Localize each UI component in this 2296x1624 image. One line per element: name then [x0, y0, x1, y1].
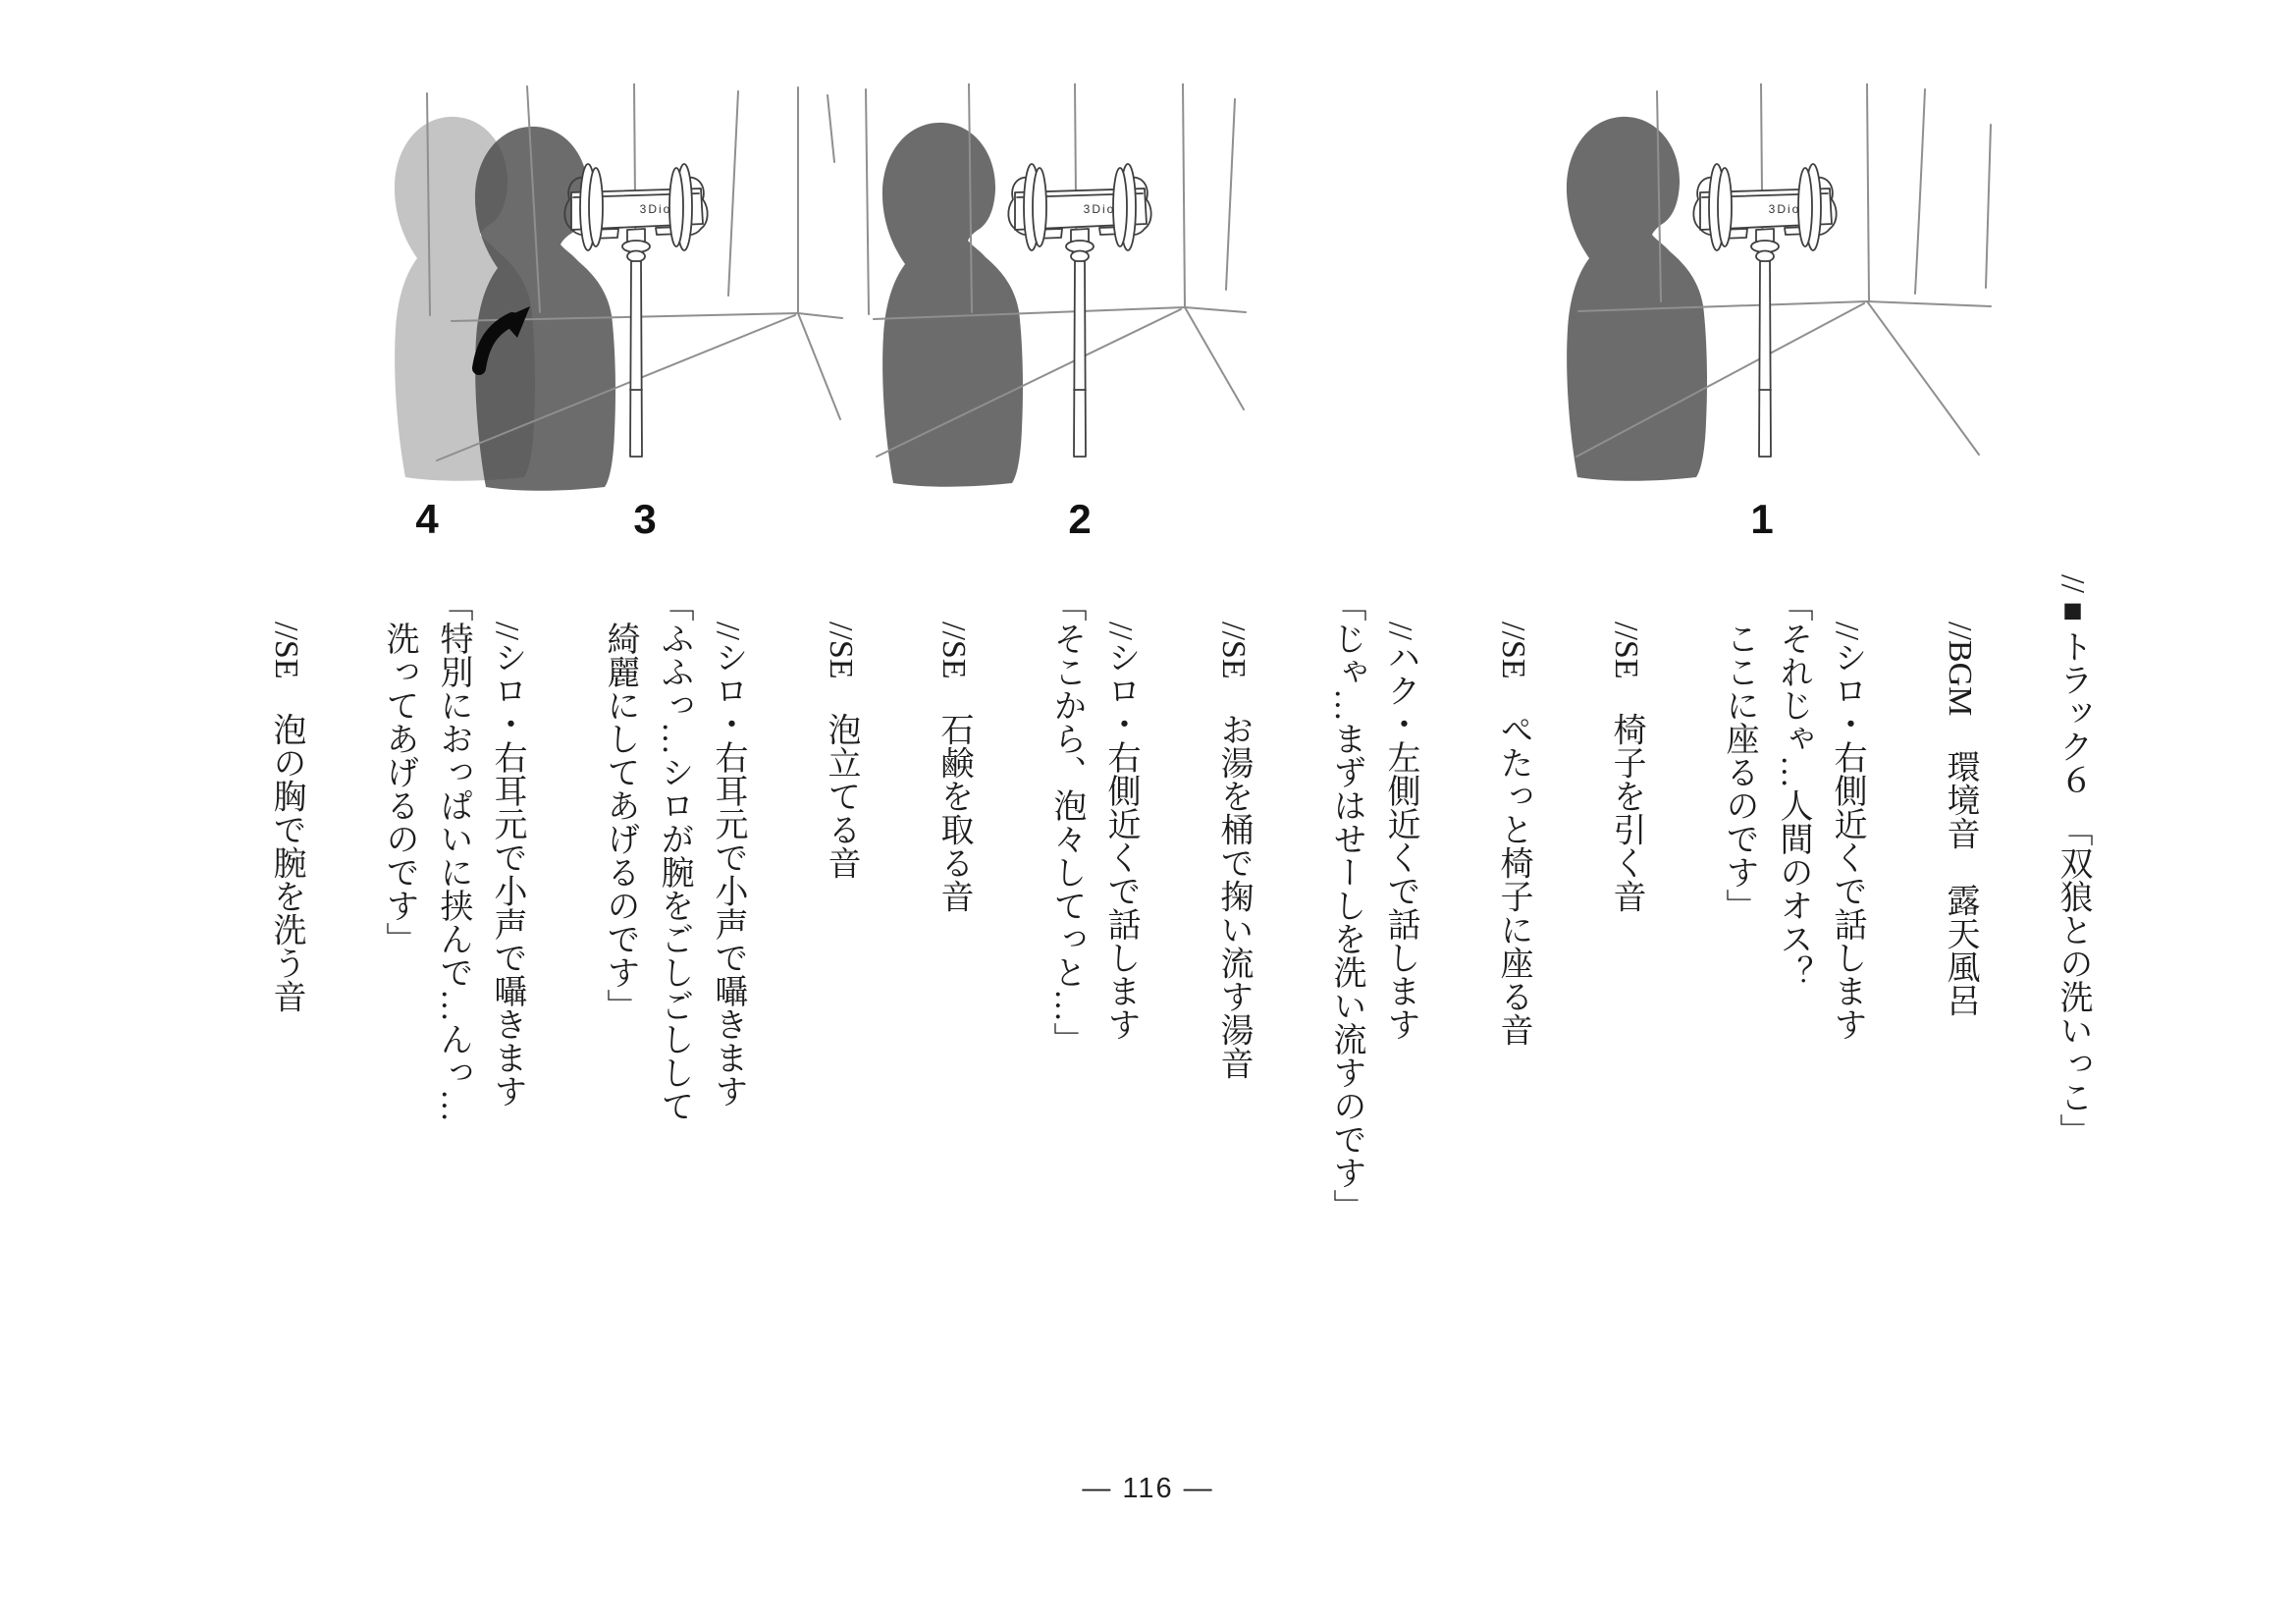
page-number: — 116 —	[1082, 1473, 1214, 1504]
dialogue-line: ここに座るのです」	[1721, 622, 1757, 922]
directive-line: //シロ・右耳元で小声で囁きます	[710, 622, 746, 1108]
panel-number-1: 1	[1750, 496, 1774, 542]
directive-line: //ハク・左側近くで話します	[1382, 622, 1418, 1041]
dialogue-line: 「そこから、泡々してっと…」	[1048, 588, 1085, 1056]
directive-line: //SE ぺたっと椅子に座る音	[1495, 622, 1531, 1047]
panel-number-3: 3	[633, 496, 657, 542]
directive-line: //SE お湯を桶で掬い流す湯音	[1215, 622, 1252, 1080]
dialogue-line: 綺麗にしてあげるのです」	[602, 622, 638, 1022]
dialogue-line: 「特別におっぱいに挟んで…んっ…	[435, 588, 471, 1122]
panel-illustration-4-3	[393, 83, 844, 496]
directive-line: //BGM 環境音 露天風呂	[1942, 622, 1978, 1017]
dialogue-line: 洗ってあげるのです」	[381, 622, 417, 955]
directive-line: //SE 石鹸を取る音	[935, 622, 972, 913]
dialogue-line: 「それじゃ…人間のオス？	[1775, 588, 1811, 989]
figure-silhouette	[882, 123, 1023, 487]
figure-silhouette	[1567, 117, 1707, 481]
dialogue-line: 「じゃ…まずはせーしを洗い流すのです」	[1328, 588, 1364, 1222]
panel-number-2: 2	[1068, 496, 1092, 542]
panel-illustration-1	[1551, 83, 1993, 496]
directive-line: //シロ・右側近くで話します	[1829, 622, 1865, 1041]
directive-line: //SE 泡の胸で腕を洗う音	[268, 622, 304, 1013]
track-title-line: //■トラック６ 「双狼との洗いっこ」	[2055, 574, 2091, 1147]
directive-line: //シロ・右側近くで話します	[1102, 622, 1139, 1041]
directive-line: //シロ・右耳元で小声で囁きます	[489, 622, 525, 1108]
mic-3dio	[1693, 164, 1836, 457]
dialogue-line: 「ふふっ…シロが腕をごしごしして	[656, 588, 692, 1122]
directive-line: //SE 泡立てる音	[823, 622, 859, 880]
directive-line: //SE 椅子を引く音	[1608, 622, 1644, 913]
script-area	[259, 574, 2100, 1281]
panel-number-4: 4	[415, 496, 439, 542]
panel-illustration-2	[849, 83, 1247, 496]
